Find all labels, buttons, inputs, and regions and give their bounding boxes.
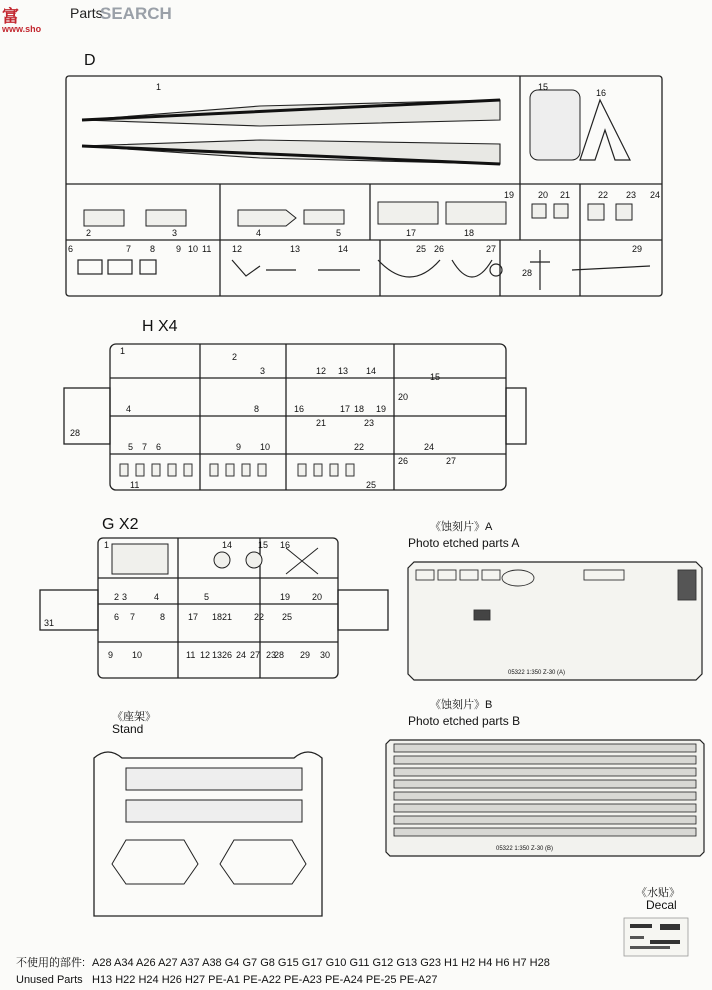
svg-text:19: 19 xyxy=(504,190,515,200)
sprue-d-label: D xyxy=(84,52,96,69)
svg-text:10: 10 xyxy=(132,650,143,660)
svg-text:1: 1 xyxy=(156,82,162,92)
watermark-logo-text: 富 xyxy=(2,7,20,26)
sprue-g-label: G X2 xyxy=(102,516,139,533)
svg-text:11: 11 xyxy=(202,244,212,254)
svg-text:9: 9 xyxy=(108,650,114,660)
unused-line-2: H13 H22 H24 H26 H27 PE-A1 PE-A22 PE-A23 PE-A24 PE-25 PE-A27 xyxy=(92,974,438,986)
svg-text:15: 15 xyxy=(258,540,269,550)
svg-text:24: 24 xyxy=(650,190,661,200)
pe-b-caption-cn: 《蚀刻片》B xyxy=(430,699,493,711)
svg-text:12: 12 xyxy=(232,244,243,254)
svg-text:26: 26 xyxy=(222,650,233,660)
unused-label-cn: 不使用的部件: xyxy=(16,957,86,969)
svg-text:15: 15 xyxy=(538,82,549,92)
svg-text:11: 11 xyxy=(130,480,140,490)
svg-text:3: 3 xyxy=(122,592,128,602)
svg-text:8: 8 xyxy=(254,404,260,414)
svg-text:10: 10 xyxy=(260,442,271,452)
svg-text:21: 21 xyxy=(316,418,327,428)
svg-text:27: 27 xyxy=(446,456,457,466)
svg-text:7: 7 xyxy=(142,442,148,452)
svg-text:9: 9 xyxy=(236,442,242,452)
watermark-url: www.sho xyxy=(2,24,42,34)
svg-text:17: 17 xyxy=(340,404,351,414)
svg-text:5: 5 xyxy=(336,228,342,238)
svg-text:8: 8 xyxy=(160,612,166,622)
pe-a-caption-en: Photo etched parts A xyxy=(408,536,520,550)
svg-text:25: 25 xyxy=(416,244,427,254)
sprue-h-diagram xyxy=(60,340,530,496)
decal-caption-en: Decal xyxy=(646,898,677,912)
svg-text:4: 4 xyxy=(256,228,262,238)
svg-text:16: 16 xyxy=(280,540,291,550)
svg-text:7: 7 xyxy=(126,244,132,254)
svg-text:20: 20 xyxy=(398,392,409,402)
svg-text:26: 26 xyxy=(398,456,409,466)
svg-text:4: 4 xyxy=(154,592,160,602)
pe-a-fret xyxy=(404,556,706,686)
stand-diagram xyxy=(86,744,332,924)
svg-text:17: 17 xyxy=(406,228,417,238)
svg-text:16: 16 xyxy=(596,88,607,98)
svg-text:6: 6 xyxy=(114,612,120,622)
svg-text:22: 22 xyxy=(354,442,365,452)
svg-text:22: 22 xyxy=(254,612,265,622)
svg-text:5: 5 xyxy=(128,442,134,452)
sprue-d-diagram xyxy=(60,70,670,302)
svg-text:24: 24 xyxy=(236,650,247,660)
pe-b-fret xyxy=(382,736,708,862)
svg-text:6: 6 xyxy=(68,244,74,254)
svg-text:3: 3 xyxy=(260,366,266,376)
svg-text:12: 12 xyxy=(200,650,211,660)
svg-text:18: 18 xyxy=(354,404,365,414)
decal-caption-cn: 《水贴》 xyxy=(636,887,680,899)
sprue-g-diagram xyxy=(36,534,396,686)
svg-text:29: 29 xyxy=(300,650,311,660)
svg-text:2: 2 xyxy=(86,228,92,238)
svg-text:1: 1 xyxy=(104,540,110,550)
svg-text:29: 29 xyxy=(632,244,643,254)
pe-a-fret-code: 05322 1:350 Z-30 (A) xyxy=(508,670,566,676)
unused-label-en: Unused Parts xyxy=(16,974,83,986)
svg-text:26: 26 xyxy=(434,244,445,254)
svg-text:24: 24 xyxy=(424,442,435,452)
svg-text:20: 20 xyxy=(538,190,549,200)
svg-text:12: 12 xyxy=(316,366,327,376)
decal-sheet xyxy=(620,914,692,960)
watermark-search: SEARCH xyxy=(100,4,172,23)
svg-text:23: 23 xyxy=(266,650,277,660)
svg-text:28: 28 xyxy=(522,268,533,278)
svg-text:28: 28 xyxy=(274,650,285,660)
svg-text:14: 14 xyxy=(222,540,233,550)
svg-text:19: 19 xyxy=(280,592,291,602)
svg-text:31: 31 xyxy=(44,618,55,628)
svg-text:23: 23 xyxy=(626,190,637,200)
svg-text:23: 23 xyxy=(364,418,375,428)
pe-b-fret-code: 05322 1:350 Z-30 (B) xyxy=(496,846,554,852)
svg-text:30: 30 xyxy=(320,650,331,660)
svg-text:20: 20 xyxy=(312,592,323,602)
svg-text:14: 14 xyxy=(366,366,377,376)
svg-text:1: 1 xyxy=(120,346,126,356)
stand-caption-en: Stand xyxy=(112,722,144,736)
section-title: Parts xyxy=(70,5,103,21)
svg-text:13: 13 xyxy=(290,244,301,254)
svg-text:14: 14 xyxy=(338,244,349,254)
stand-caption-cn: 《座架》 xyxy=(112,711,156,723)
svg-text:9: 9 xyxy=(176,244,182,254)
svg-text:27: 27 xyxy=(486,244,497,254)
svg-text:6: 6 xyxy=(156,442,162,452)
svg-text:10: 10 xyxy=(188,244,199,254)
svg-text:25: 25 xyxy=(282,612,293,622)
pe-b-caption-en: Photo etched parts B xyxy=(408,714,521,728)
svg-text:15: 15 xyxy=(430,372,441,382)
svg-text:18: 18 xyxy=(212,612,223,622)
svg-text:5: 5 xyxy=(204,592,210,602)
pe-a-caption-cn: 《蚀刻片》A xyxy=(430,521,493,533)
svg-text:13: 13 xyxy=(338,366,349,376)
svg-text:21: 21 xyxy=(560,190,571,200)
svg-text:18: 18 xyxy=(464,228,475,238)
svg-text:22: 22 xyxy=(598,190,609,200)
svg-text:7: 7 xyxy=(130,612,136,622)
watermark-logo xyxy=(0,0,172,34)
svg-text:25: 25 xyxy=(366,480,377,490)
svg-text:11: 11 xyxy=(186,650,196,660)
svg-text:17: 17 xyxy=(188,612,199,622)
svg-text:2: 2 xyxy=(114,592,120,602)
svg-text:16: 16 xyxy=(294,404,305,414)
svg-text:21: 21 xyxy=(222,612,233,622)
unused-line-1: A28 A34 A26 A27 A37 A38 G4 G7 G8 G15 G17 G10 G11 G12 G13 G23 H1 H2 H4 H6 H7 H28 xyxy=(92,957,550,969)
sprue-h-label: H X4 xyxy=(142,318,178,335)
svg-text:27: 27 xyxy=(250,650,261,660)
svg-text:19: 19 xyxy=(376,404,387,414)
svg-text:3: 3 xyxy=(172,228,178,238)
svg-text:4: 4 xyxy=(126,404,132,414)
svg-text:2: 2 xyxy=(232,352,238,362)
svg-text:13: 13 xyxy=(212,650,223,660)
svg-text:8: 8 xyxy=(150,244,156,254)
svg-text:28: 28 xyxy=(70,428,81,438)
